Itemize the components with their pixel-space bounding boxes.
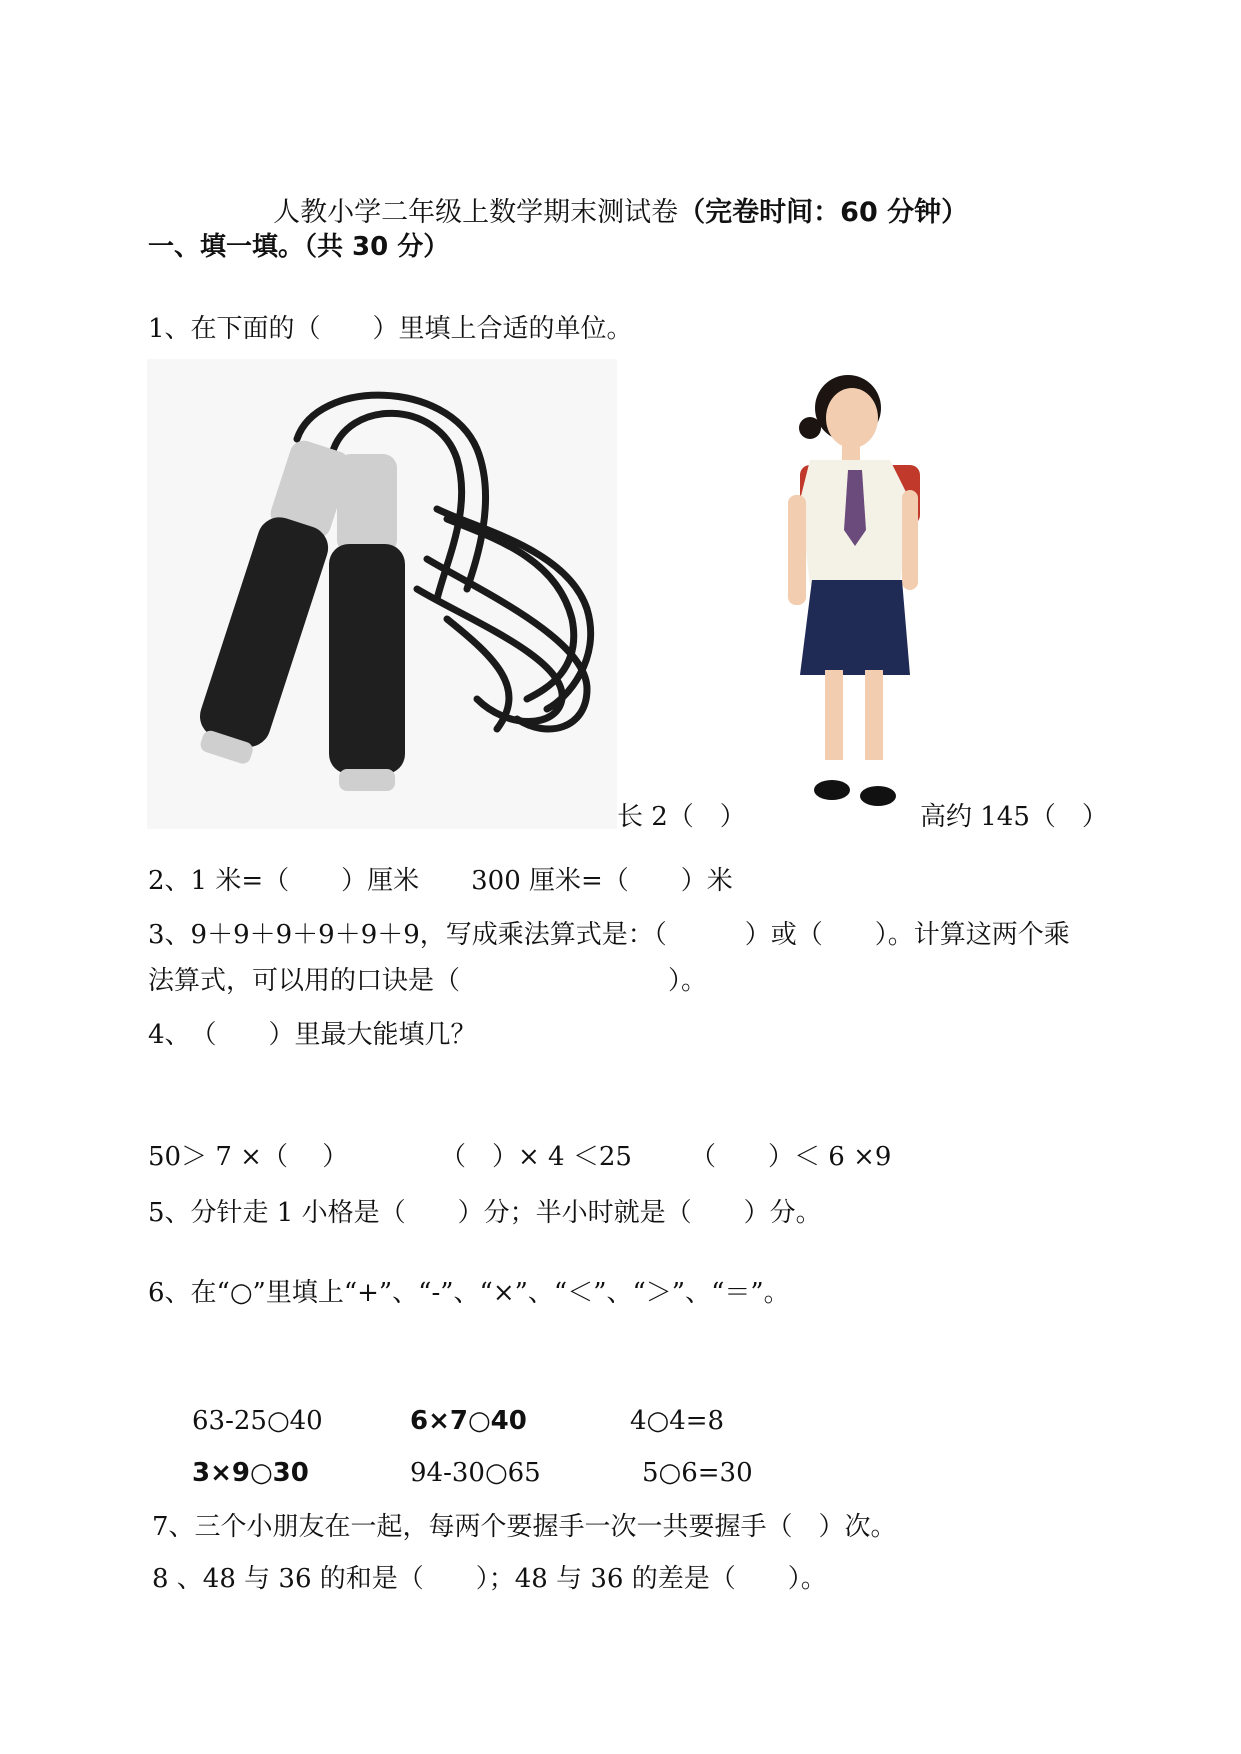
q6-item-2: 6×7○40: [410, 1406, 527, 1436]
question-2: 2、1 米=（ ）厘米 300 厘米=（ ）米: [148, 866, 733, 896]
q4-item-2: （ ）× 4 ＜25: [440, 1142, 632, 1172]
rope-caption: 长 2（ ）: [617, 802, 746, 832]
q6-item-3: 4○4=8: [630, 1406, 725, 1436]
title-main: 人教小学二年级上数学期末测试卷: [273, 197, 679, 228]
q4-item-3: （ ）＜ 6 ×9: [690, 1142, 892, 1172]
q6-item-6: 5○6=30: [642, 1458, 753, 1488]
question-5: 5、分针走 1 小格是（ ）分；半小时就是（ ）分。: [148, 1198, 822, 1228]
question-8: 8 、48 与 36 的和是（ ）；48 与 36 的差是（ ）。: [152, 1564, 827, 1594]
question-7: 7、三个小朋友在一起，每两个要握手一次一共要握手（ ）次。: [152, 1512, 897, 1542]
question-3-line1: 3、9＋9＋9＋9＋9＋9，写成乘法算式是：（ ）或（ ）。计算这两个乘: [148, 920, 1070, 950]
section-heading: 一、填一填。（共 30 分）: [148, 232, 450, 262]
girl-caption: 高约 145（ ）: [920, 802, 1108, 832]
question-1: 1、在下面的（ ）里填上合适的单位。: [148, 314, 633, 344]
question-3-line2: 法算式，可以用的口诀是（ ）。: [148, 966, 708, 996]
page-title: [256, 162, 968, 230]
q6-item-4: 3×9○30: [192, 1458, 309, 1488]
q6-item-5: 94-30○65: [410, 1458, 541, 1488]
q4-item-1: 50＞ 7 ×（ ）: [148, 1142, 349, 1172]
q6-item-1: 63-25○40: [192, 1406, 323, 1436]
question-4: 4、 （ ）里最大能填几？: [148, 1020, 477, 1050]
jump-rope-image: [147, 359, 617, 829]
girl-image: [770, 370, 950, 830]
title-time: （完卷时间：60 分钟）: [678, 197, 969, 228]
question-6: 6、在“○”里填上“+”、“-”、“×”、“＜”、“＞”、“＝”。: [148, 1278, 790, 1308]
